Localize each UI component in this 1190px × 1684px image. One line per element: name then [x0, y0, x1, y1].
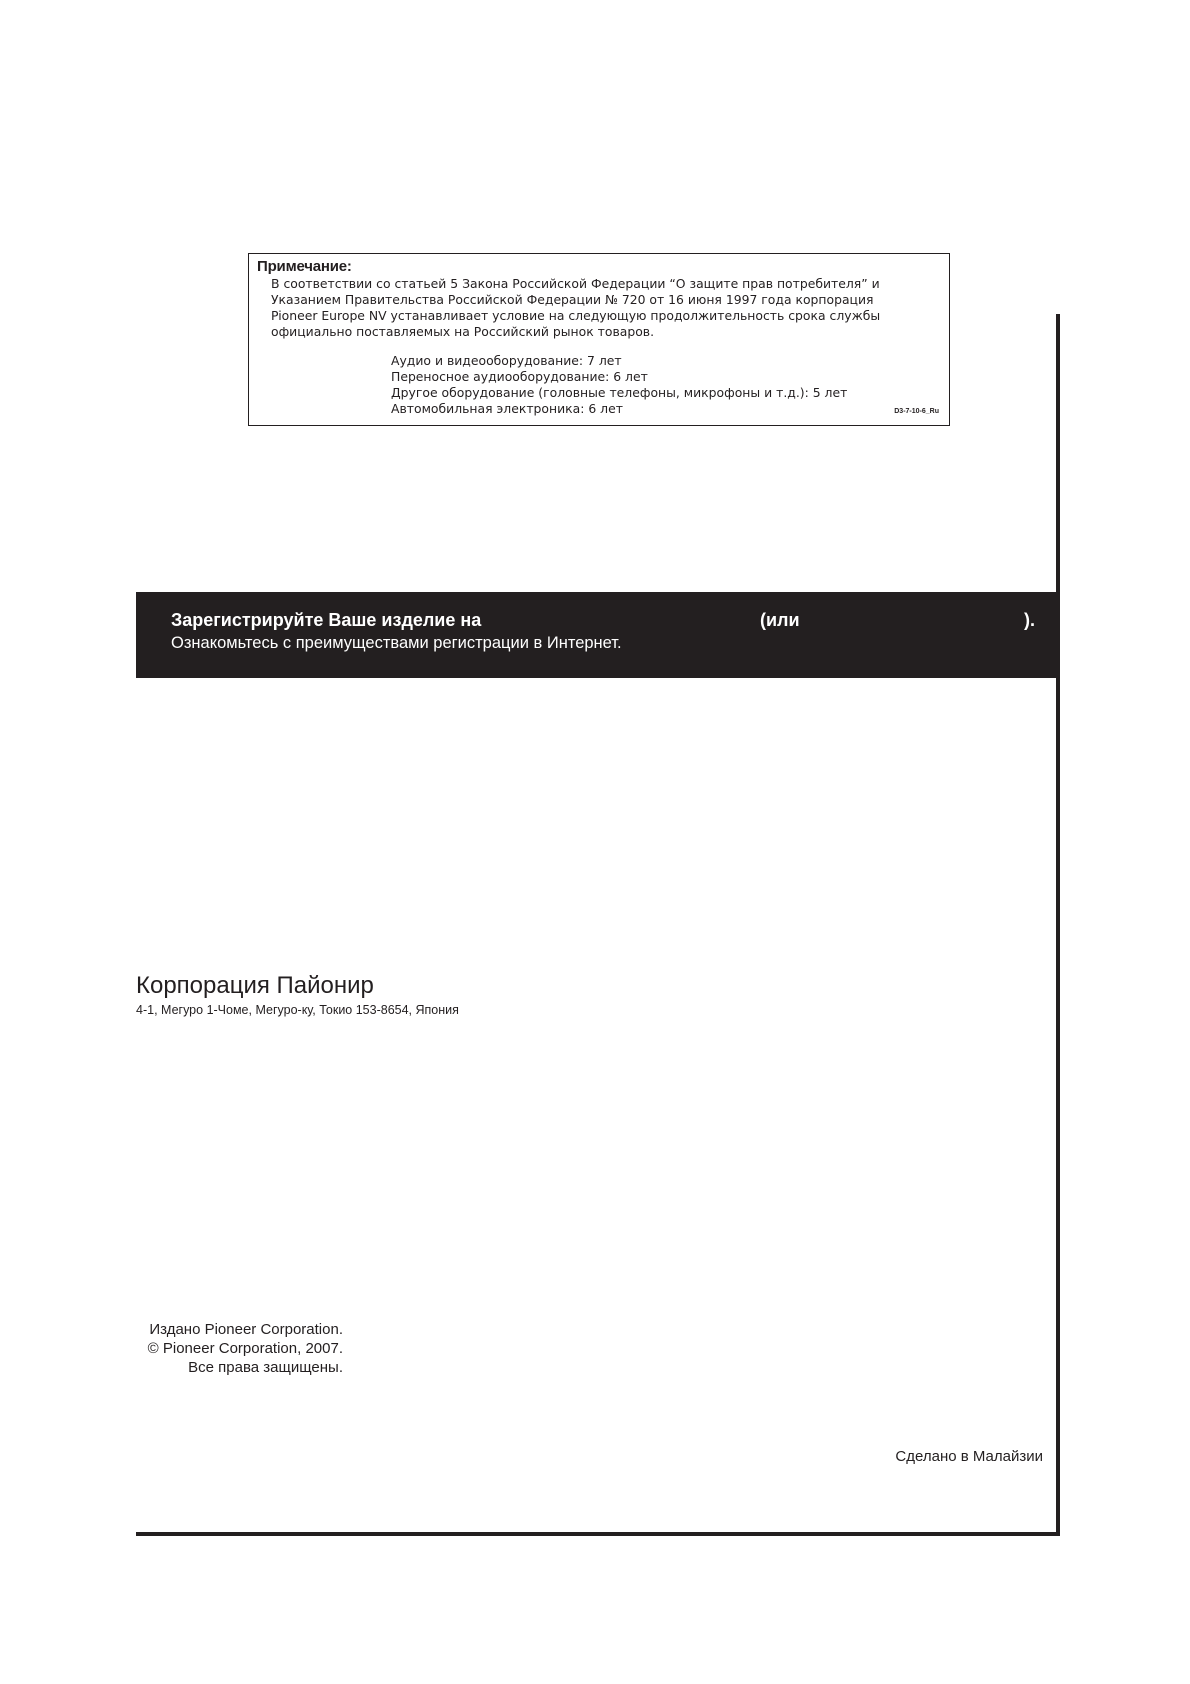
list-item: Другое оборудование (головные телефоны, микрофоны и т.д.): 5 лет: [391, 385, 848, 400]
note-paragraph-line: В соответствии со статьей 5 Закона Российской Федерации “О защите прав потребителя” и: [271, 276, 880, 291]
list-item: Аудио и видеооборудование: 7 лет: [391, 353, 622, 368]
note-title: Примечание:: [257, 258, 352, 275]
bottom-border-rule: [136, 1532, 1060, 1536]
made-in-text: Сделано в Малайзии: [895, 1448, 1043, 1465]
note-paragraph-line: Указанием Правительства Российской Федерации № 720 от 16 июня 1997 года корпорация: [271, 292, 874, 307]
service-life-list: [391, 353, 847, 417]
note-paragraph-line: официально поставляемых на Российский рынок товаров.: [271, 324, 655, 339]
list-item: Переносное аудиооборудование: 6 лет: [391, 369, 648, 384]
registration-banner: [136, 592, 1058, 678]
right-border-rule: [1056, 314, 1060, 1536]
corporation-name: Корпорация Пайонир: [136, 972, 374, 999]
list-item: Автомобильная электроника: 6 лет: [391, 401, 623, 416]
publisher-line: Издано Pioneer Corporation.: [149, 1321, 343, 1338]
corporation-address: 4-1, Мегуро 1-Чоме, Мегуро-ку, Токио 153-8654, Япония: [136, 1003, 459, 1017]
note-paragraph: [271, 276, 943, 340]
banner-or-text: (или: [760, 610, 800, 630]
banner-register-text: Зарегистрируйте Ваше изделие на: [171, 610, 482, 630]
banner-close-paren: ).: [1024, 610, 1035, 630]
note-box: [248, 253, 950, 426]
publisher-block: [120, 1320, 343, 1377]
copyright-line: © Pioneer Corporation, 2007.: [147, 1340, 343, 1357]
rights-line: Все права защищены.: [188, 1359, 343, 1376]
document-code: D3-7-10-6_Ru: [894, 408, 939, 415]
note-paragraph-line: Pioneer Europe NV устанавливает условие на следующую продолжительность срока службы: [271, 308, 881, 323]
banner-subtitle: Ознакомьтесь с преимуществами регистрации в Интернет.: [171, 634, 622, 652]
